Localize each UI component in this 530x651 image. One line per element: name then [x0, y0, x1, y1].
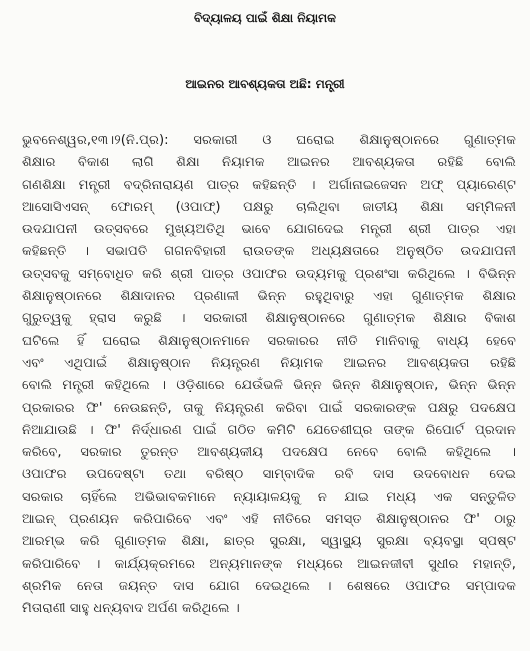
- body-line: କହିଛନ୍ତି । ସଭାପତି ଗଗନବିହାରୀ ରାଉତଙ୍କ ଅଧ୍ୟକ୍ଷତାରେ ଅନୁଷ୍ଠିତ ଉଦଯାପନୀ: [22, 244, 516, 260]
- body-line: ଆସୋସିଏସନ୍ ଫୋରମ୍ (ଓପାଫ୍) ପକ୍ଷରୁ ଚାଲିଥିବା ଜାତୀୟ ଶିକ୍ଷା ସମ୍ମିଳନୀ: [22, 199, 516, 215]
- body-line: ଘଟିଲେ ହିଁ ଘରୋଇ ଶିକ୍ଷାନୁଷ୍ଠାନମାନେ ସରକାରର ନୀତି ମାନିବାକୁ ବାଧ୍ୟ ହେବେ: [22, 333, 516, 349]
- body-line: ଏବଂ ଏଥିପାଇଁ ଶିକ୍ଷାନୁଷ୍ଠାନ ନିୟନ୍ତ୍ରଣ ନିୟାମକ ଆଇନର ଆବଶ୍ୟକତା ରହିଛି: [22, 355, 516, 371]
- article-body: [22, 130, 516, 621]
- body-line: ଉଦଯାପନୀ ଉତ୍ସବରେ ମୁଖ୍ୟଅତିଥି ଭାବେ ଯୋଗଦେଇ ମନ୍ତ୍ରୀ ଶ୍ରୀ ପାତ୍ର ଏହା: [22, 222, 516, 238]
- body-line: ଶିକ୍ଷାନୁଷ୍ଠାନରେ ଶିକ୍ଷାଦାନର ପ୍ରଣାଳୀ ଭିନ୍ନ ରହୁଥିବାରୁ ଏହା ଗୁଣାତ୍ମକ ଶିକ୍ଷାର: [22, 289, 516, 305]
- body-line: ଶ୍ରମିକ ନେତା ଜୟନ୍ତ ଦାସ ଯୋଗ ଦେଇଥିଲେ । ଶେଷରେ ଓପାଫର ସମ୍ପାଦକ: [22, 578, 516, 594]
- headline-line-1: ବିଦ୍ୟାଳୟ ପାଇଁ ଶିକ୍ଷା ନିୟାମକ: [194, 11, 336, 25]
- body-line: ପ୍ରକାରର ଫି' ନେଉଛନ୍ତି, ତାକୁ ନିୟନ୍ତ୍ରଣ କରିବା ପାଇଁ ସରକାରଙ୍କ ପକ୍ଷରୁ ପଦକ୍ଷେପ: [22, 400, 516, 416]
- body-line: ଶିକ୍ଷାର ବିକାଶ ଲାଗି ଶିକ୍ଷା ନିୟାମକ ଆଇନର ଆବଶ୍ୟକତା ରହିଛି ବୋଲି: [22, 155, 516, 171]
- body-line: ବୋଲି ମନ୍ତ୍ରୀ କହିଥିଲେ । ଓଡ଼ିଶାରେ ଯେଉଁଭଳି ଭିନ୍ନ ଭିନ୍ନ ଶିକ୍ଷାନୁଷ୍ଠାନ, ଭିନ୍ନ ଭିନ୍ନ: [22, 378, 516, 394]
- body-line: ଭୁବନେଶ୍ୱର,୧୩।୨(ନି.ପ୍ର): ସରକାରୀ ଓ ଘରୋଇ ଶିକ୍ଷାନୁଷ୍ଠାନରେ ଗୁଣାତ୍ମକ: [22, 133, 516, 148]
- body-line: କରିବେ, ସରକାର ତୁରନ୍ତ ଆବଶ୍ୟକୀୟ ପଦକ୍ଷେପ ନେବେ ବୋଲି କହିଥିଲେ ।: [22, 445, 516, 461]
- body-line: ମିତାରାଣୀ ସାହୁ ଧନ୍ୟବାଦ ଅର୍ପଣ କରିଥିଲେ ।: [22, 601, 240, 617]
- body-line: ସରକାର ଚାହିଁଲେ ଅଭିଭାବକମାନେ ନ୍ୟାୟାଳୟକୁ ନ ଯାଇ ମଧ୍ୟ ଏକ ସନ୍ତୁଳିତ: [22, 489, 516, 505]
- body-line: ଆଇନ୍ ପ୍ରଣୟନ କରିପାରିବେ ଏବଂ ଏହି ନୀତିରେ ସମସ୍ତ ଶିକ୍ଷାନୁଷ୍ଠାନର ଫି' ଠାରୁ: [22, 512, 516, 528]
- body-line: ଓପାଫର ଉପଦେଷ୍ଟା ତଥା ବରିଷ୍ଠ ସାମ୍ବାଦିକ ରବି ଦାସ ଉଦବୋଧନ ଦେଇ: [22, 467, 516, 483]
- body-line: ଆରମ୍ଭ କରି ଗୁଣାତ୍ମକ ଶିକ୍ଷା, ଛାତ୍ର ସୁରକ୍ଷା, ସ୍ୱାସ୍ଥ୍ୟ ସୁରକ୍ଷା ବ୍ୟବସ୍ଥା ସ୍ପଷ୍ଟ: [22, 534, 516, 550]
- body-line: ଗଣଶିକ୍ଷା ମନ୍ତ୍ରୀ ବଦ୍ରିନାରାୟଣ ପାତ୍ର କହିଛନ୍ତି । ଅର୍ଗାନାଇଜେସନ ଅଫ୍ ପ୍ୟାରେଣ୍ଟ: [22, 177, 516, 193]
- body-line: ଗୁରୁତ୍ୱକୁ ହ୍ରାସ କରୁଛି । ସରକାରୀ ଶିକ୍ଷାନୁଷ୍ଠାନରେ ଗୁଣାତ୍ମକ ଶିକ୍ଷାର ବିକାଶ: [22, 311, 516, 327]
- headline-line-2: ଆଇନର ଆବଶ୍ୟକତା ଅଛି: ମନ୍ତ୍ରୀ: [185, 77, 345, 91]
- body-line: ନିଆଯାଉଛି । ଫି' ନିର୍ଦ୍ଧାରଣ ପାଇଁ ଗଠିତ କମିଟି ଯେତେଶୀଘ୍ର ତାଙ୍କ ରିପୋର୍ଟ ପ୍ରଦାନ: [22, 422, 516, 438]
- body-line: ଉତ୍ସବକୁ ସମ୍ବୋଧିତ କରି ଶ୍ରୀ ପାତ୍ର ଓପାଫର ଉଦ୍ୟମକୁ ପ୍ରଶଂସା କରିଥିଲେ । ବିଭିନ୍ନ: [22, 266, 516, 282]
- body-line: କରିପାରିବେ । କାର୍ଯ୍ୟକ୍ରମରେ ଅନ୍ୟମାନଙ୍କ ମଧ୍ୟରେ ଆଇନଜୀବୀ ସୁଧୀର ମହାନ୍ତି,: [22, 556, 516, 572]
